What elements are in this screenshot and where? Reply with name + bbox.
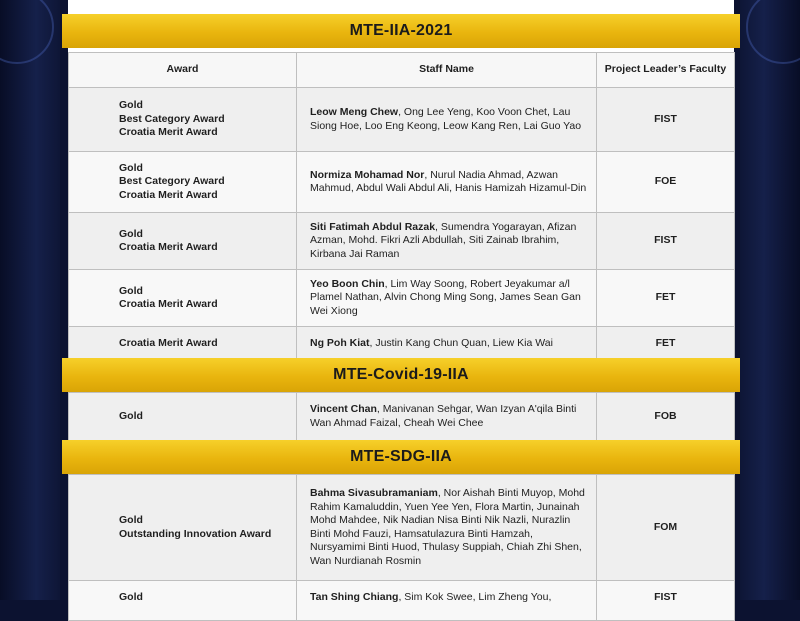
award-line: Gold — [119, 99, 143, 112]
project-leader: Siti Fatimah Abdul Razak — [310, 220, 436, 233]
staff-cell — [297, 581, 597, 621]
section-title: MTE-SDG-IIA — [350, 448, 452, 465]
project-leader: Vincent Chan — [310, 403, 377, 415]
section-banner-mte-sdg-iia — [62, 440, 740, 474]
faculty-cell: FET — [597, 327, 735, 361]
staff-cell — [297, 327, 597, 361]
award-line: Gold — [119, 227, 143, 240]
faculty-cell: FOB — [597, 393, 735, 441]
column-header-award: Award — [69, 53, 297, 88]
award-line: Croatia Merit Award — [119, 298, 218, 310]
project-leader: Yeo Boon Chin — [310, 277, 385, 290]
award-line: Best Category Award — [119, 175, 225, 188]
table-header-row — [69, 53, 735, 88]
award-line: Outstanding Innovation Award — [119, 527, 272, 540]
faculty-cell: FOM — [597, 475, 735, 581]
faculty-cell: FET — [597, 270, 735, 327]
table-row — [69, 581, 735, 621]
award-line: Gold — [119, 161, 143, 174]
table-row — [69, 88, 735, 152]
team-members: , Manivanan Sehgar, Wan Izyan A'qila Binti Wan Ahmad Faizal, Cheah Wei Chee — [310, 403, 577, 429]
staff-cell — [297, 270, 597, 327]
table-row — [69, 213, 735, 270]
team-members: , Sim Kok Swee, Lim Zheng You, — [398, 591, 552, 603]
staff-cell — [297, 475, 597, 581]
team-members: , Nor Aishah Binti Muyop, Mohd Rahim Kamaluddin, Yuen Yee Yen, Flora Martin, Junainah Mohd Mahdee, Nik Nadian Nisa Binti Nik Nazli, Nurazlin Binti Mohd Fauzi, Hamsatulazura Binti Hamzah, Nursyamimi Binti Huod, Thulasy Suppiah, Chiah Zhi Shen, Wan Nurdianah Rosmin — [310, 487, 585, 567]
staff-cell — [297, 393, 597, 441]
team-members: , Sumendra Yogarayan, Afizan Azman, Mohd. Fikri Azli Abdullah, Siti Zainab Ibrahim, Kirbana Jai Raman — [310, 220, 577, 260]
section-banner-mte-iia-2021 — [62, 14, 740, 48]
award-line: Gold — [119, 514, 143, 526]
award-line: Croatia Merit Award — [119, 126, 218, 139]
award-cell — [69, 270, 297, 327]
project-leader: Normiza Mohamad Nor — [310, 168, 425, 181]
award-cell — [69, 327, 297, 361]
faculty-cell: FIST — [597, 581, 735, 621]
faculty-cell: FOE — [597, 152, 735, 213]
team-members: , Justin Kang Chun Quan, Liew Kia Wai — [369, 336, 553, 349]
project-leader: Tan Shing Chiang — [310, 591, 399, 603]
team-members: , Ong Lee Yeng, Koo Voon Chet, Lau Siong Hoe, Loo Eng Keong, Leow Kang Ren, Lai Guo Yao — [310, 106, 582, 132]
team-members: , Lim Way Soong, Robert Jeyakumar a/l Plamel Nathan, Alvin Chong Ming Song, James Sean Gan Wei Xiong — [310, 277, 581, 317]
table-row — [69, 152, 735, 213]
section-title: MTE-Covid-19-IIA — [333, 366, 469, 383]
awards-table-mte-covid-19-iia — [68, 392, 735, 441]
background-left-panel — [0, 0, 60, 600]
award-line: Gold — [119, 284, 143, 297]
table-row — [69, 393, 735, 441]
awards-table-mte-iia-2021 — [68, 52, 735, 361]
table-row — [69, 475, 735, 581]
staff-cell — [297, 152, 597, 213]
award-cell — [69, 393, 297, 441]
faculty-cell: FIST — [597, 88, 735, 152]
award-line: Croatia Merit Award — [119, 336, 218, 349]
faculty-cell: FIST — [597, 213, 735, 270]
project-leader: Ng Poh Kiat — [310, 336, 370, 349]
awards-table-mte-sdg-iia — [68, 474, 735, 621]
project-leader: Leow Meng Chew — [310, 106, 399, 118]
section-banner-mte-covid-19-iia — [62, 358, 740, 392]
table-row — [69, 327, 735, 361]
award-cell — [69, 152, 297, 213]
section-title: MTE-IIA-2021 — [349, 22, 453, 39]
award-line: Best Category Award — [119, 112, 225, 125]
project-leader: Bahma Sivasubramaniam — [310, 487, 438, 499]
award-line: Croatia Merit Award — [119, 241, 218, 253]
award-line: Croatia Merit Award — [119, 188, 218, 201]
staff-cell — [297, 213, 597, 270]
column-header-staff: Staff Name — [297, 53, 597, 88]
table-row — [69, 270, 735, 327]
background-right-panel — [740, 0, 800, 600]
award-cell — [69, 88, 297, 152]
staff-cell — [297, 88, 597, 152]
award-line: Gold — [119, 591, 143, 603]
team-members: , Nurul Nadia Ahmad, Azwan Mahmud, Abdul Wali Abdul Ali, Hanis Hamizah Hizamul-Din — [310, 168, 587, 194]
column-header-faculty: Project Leader’s Faculty — [597, 53, 735, 88]
award-cell — [69, 213, 297, 270]
award-cell — [69, 475, 297, 581]
award-cell — [69, 581, 297, 621]
award-line: Gold — [119, 409, 143, 422]
